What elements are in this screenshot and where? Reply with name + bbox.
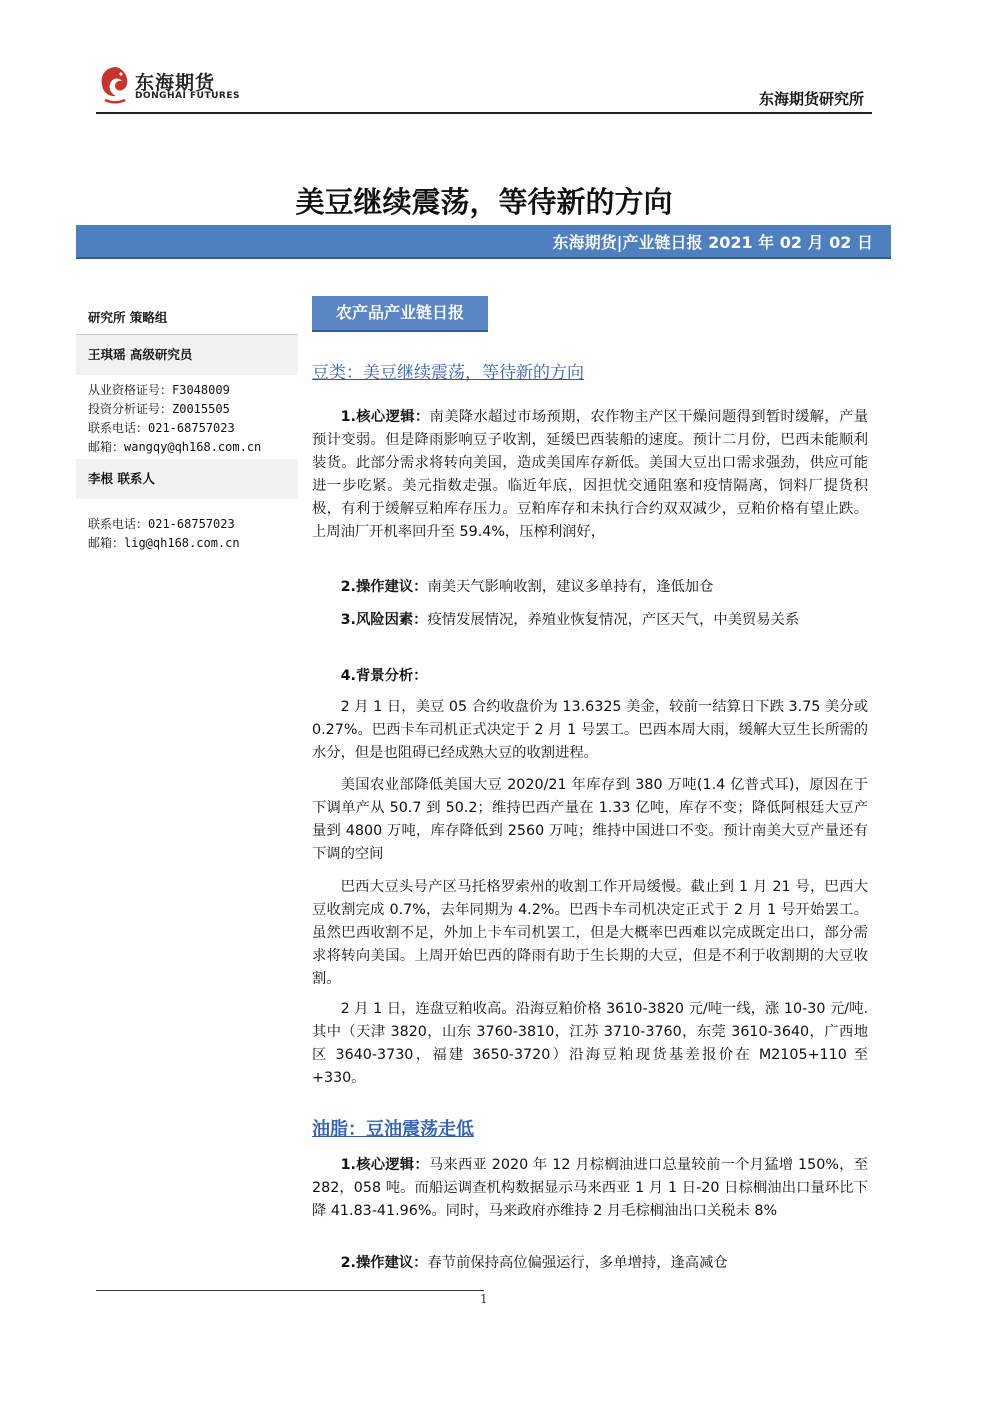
soybean-background-heading [312, 665, 868, 688]
background-para-1: 2 月 1 日，美豆 05 合约收盘价为 13.6325 美金，较前一结算日下跌 3.75 美分或 0.27%。巴西卡车司机正式决定于 2 月 1 号罢工。巴西本周大雨，缓解大豆生长所需的水分，但是也阻碍已经成熟大豆的收割进程。 [312, 699, 868, 761]
section-tag: 农产品产业链日报 [312, 296, 488, 332]
oil-section-title[interactable]: 油脂：豆油震荡走低 [312, 1119, 474, 1140]
oil-operation-label: 2.操作建议： [340, 1255, 428, 1271]
analyst1-contact [76, 375, 298, 459]
report-banner [76, 225, 891, 259]
risk-text: 疫情发展情况，养殖业恢复情况，产区天气，中美贸易关系 [427, 612, 800, 628]
risk-label: 3.风险因素： [340, 612, 428, 628]
oil-operation [312, 1252, 868, 1275]
oil-core-logic [312, 1154, 868, 1223]
institute-name: 东海期货研究所 [758, 90, 864, 108]
banner-text: 东海期货|产业链日报 2021 年 02 月 02 日 [552, 233, 873, 252]
header-divider [96, 112, 872, 114]
analyst2-phone: 联系电话：021-68757023 [88, 517, 235, 531]
analyst1-phone: 联系电话：021-68757023 [88, 421, 235, 435]
footer-divider [96, 1290, 484, 1291]
dragon-logo-icon [97, 64, 133, 108]
soybean-risk [312, 609, 868, 632]
oil-core-logic-text: 马来西亚 2020 年 12 月棕榈油进口总量较前一个月猛增 150%，至 282，058 吨。而船运调查机构数据显示马来西亚 1 月 1 日-20 日棕榈油出口量环比下降 41.83-41.96%。同时，马来政府亦维持 2 月毛棕榈油出口关税未 8% [312, 1157, 868, 1219]
logo-chinese-text: 东海期货 [135, 72, 216, 94]
background-para-3: 巴西大豆头号产区马托格罗索州的收割工作开局缓慢。截止到 1 月 21 号，巴西大豆收割完成 0.7%，去年同期为 4.2%。巴西卡车司机决定正式于 2 月 1 号开始罢工。虽然巴西收割不足，外加上卡车司机罢工，但是大概率巴西难以完成既定出口，部分需求将转向美国。上周开始巴西的降雨有助于生长期的大豆，但是不利于收割期的大豆收割。 [312, 879, 868, 987]
background-para-4: 2 月 1 日，连盘豆粕收高。沿海豆粕价格 3610-3820 元/吨一线，涨 10-30 元/吨.其中（天津 3820，山东 3760-3810，江苏 3710-3760，东莞 3610-3640，广西地区 3640-3730，福建 3650-3720）沿海豆粕现货基差报价在 M2105+110 至+330。 [312, 1001, 868, 1086]
company-logo [97, 64, 247, 112]
background-para-2: 美国农业部降低美国大豆 2020/21 年库存到 380 万吨(1.4 亿普式耳)，原因在于下调单产从 50.7 到 50.2；维持巴西产量在 1.33 亿吨，库存不变；降低阿根廷大豆产量到 4800 万吨，库存降低到 2560 万吨；维持中国进口不变。预计南美大豆产量还有下调的空间 [312, 777, 868, 862]
analyst1-invest-license: 投资分析证号：Z0015505 [88, 402, 230, 416]
analyst1-email[interactable]: 邮箱：wangqy@qh168.com.cn [88, 440, 262, 454]
oil-core-logic-label: 1.核心逻辑： [340, 1157, 429, 1173]
operation-text: 南美天气影响收割，建议多单持有，逢低加仓 [427, 579, 714, 595]
page-title: 美豆继续震荡，等待新的方向 [295, 185, 673, 219]
core-logic-label: 1.核心逻辑： [340, 409, 430, 425]
analyst1-name: 王琪瑶 高级研究员 [88, 347, 193, 362]
analyst2-header [76, 459, 298, 499]
analyst1-header [76, 335, 298, 375]
analyst1-license: 从业资格证号：F3048009 [88, 383, 230, 397]
soybean-core-logic [312, 406, 868, 544]
oil-operation-text: 春节前保持高位偏强运行，多单增持，逢高减仓 [427, 1255, 728, 1271]
soybean-operation [312, 576, 868, 599]
analyst2-contact [76, 499, 298, 553]
core-logic-text: 南美降水超过市场预期，农作物主产区干燥问题得到暂时缓解，产量预计变弱。但是降雨影响豆子收割，延缓巴西装船的速度。预计二月份，巴西未能顺利装货。此部分需求将转向美国，造成美国库存新低。美国大豆出口需求强劲，供应可能进一步吃紧。美元指数走强。临近年底，因担忧交通阻塞和疫情隔离，饲料厂提货积极，有利于缓解豆粕库存压力。豆粕库存和未执行合约双双减少，豆粕价格有望止跌。上周油厂开机率回升至 59.4%，压榨利润好， [312, 409, 868, 540]
analyst2-email[interactable]: 邮箱：lig@qh168.com.cn [88, 536, 240, 550]
logo-english-text: DONGHAI FUTURES [135, 91, 240, 101]
soybean-section-title[interactable]: 豆类：美豆继续震荡，等待新的方向 [312, 363, 584, 383]
sidebar-dept: 研究所 策略组 [88, 310, 168, 325]
background-label: 4.背景分析： [340, 668, 428, 684]
analyst2-name: 李根 联系人 [88, 471, 155, 486]
operation-label: 2.操作建议： [340, 579, 428, 595]
page-number: 1 [480, 1292, 488, 1306]
sidebar [76, 308, 298, 553]
